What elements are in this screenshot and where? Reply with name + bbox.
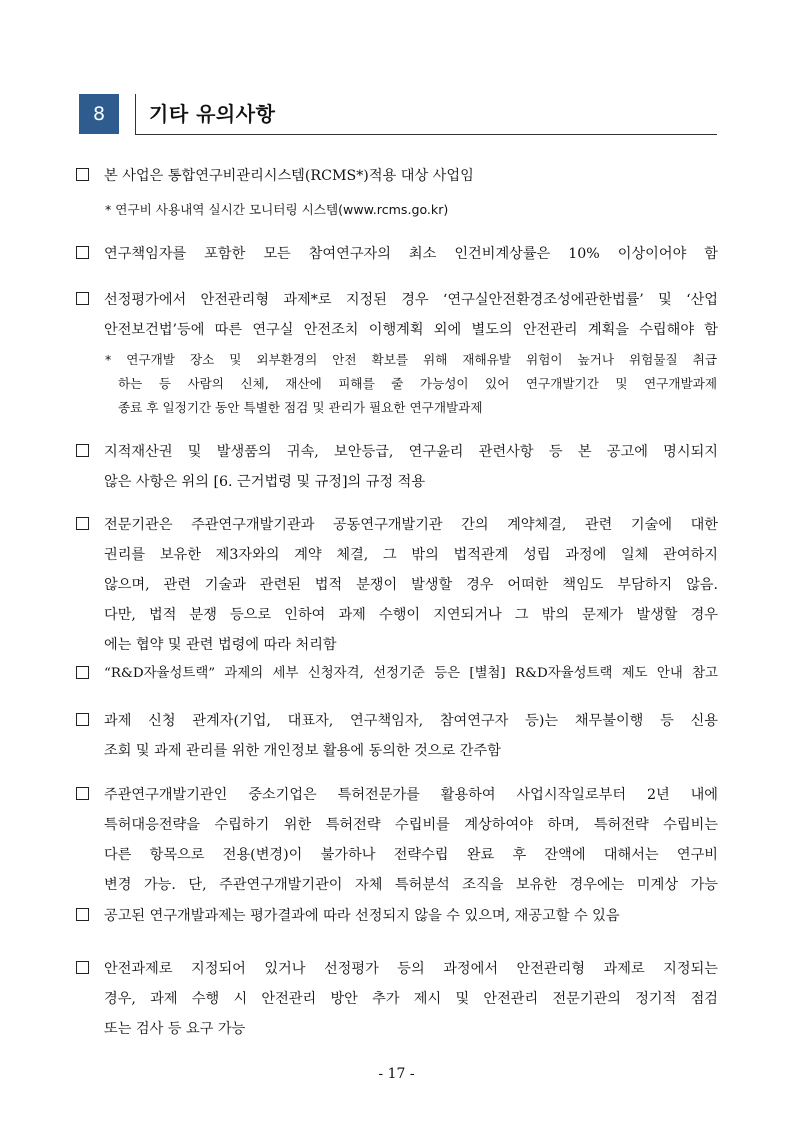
header-divider	[135, 94, 136, 134]
header-underline	[135, 134, 717, 135]
item-line: 주관연구개발기관인 중소기업은 특허전문가를 활용하여 사업시작일로부터 2년 내에	[104, 787, 718, 803]
item-line: 권리를 보유한 제3자와의 계약 체결, 그 밖의 법적관계 성립 과정에 일체 관여하지	[104, 547, 718, 563]
note-line: * 연구비 사용내역 실시간 모니터링 시스템(www.rcms.go.kr)	[105, 202, 449, 217]
list-item	[76, 901, 718, 931]
item-line: 과제 신청 관계자(기업, 대표자, 연구책임자, 참여연구자 등)는 채무불이행 등 신용	[104, 713, 718, 729]
list-item	[76, 285, 718, 345]
list-item	[76, 780, 718, 900]
checkbox-icon	[76, 666, 89, 679]
checkbox-icon	[76, 168, 89, 181]
item-line: 선정평가에서 안전관리형 과제*로 지정된 경우 ‘연구실안전환경조성에관한법률’ 및 ‘산업	[104, 292, 718, 308]
list-item	[76, 161, 718, 191]
list-item	[76, 659, 718, 689]
item-line: 다른 항목으로 전용(변경)이 불가하나 전략수립 완료 후 잔액에 대해서는 연구비	[104, 847, 718, 863]
section-title: 기타 유의사항	[149, 102, 276, 126]
list-item	[76, 954, 718, 1044]
note-line: 종료 후 일정기간 동안 특별한 점검 및 관리가 필요한 연구개발과제	[118, 400, 483, 415]
footnote-safety	[105, 348, 717, 420]
list-item	[76, 706, 718, 766]
list-item	[76, 437, 718, 497]
section-number-badge: 8	[79, 94, 119, 134]
item-line: 않으며, 관련 기술과 관련된 법적 분쟁이 발생할 경우 어떠한 책임도 부담하지 않음.	[104, 577, 718, 593]
section-header	[79, 94, 717, 136]
item-line: 조회 및 과제 관리를 위한 개인정보 활용에 동의한 것으로 간주함	[104, 743, 501, 759]
item-line: 안전과제로 지정되어 있거나 선정평가 등의 과정에서 안전관리형 과제로 지정되는	[104, 961, 718, 977]
item-line: 또는 검사 등 요구 가능	[104, 1021, 246, 1037]
item-line: “R&D자율성트랙” 과제의 세부 신청자격, 선정기준 등은 [별첨] R&D자율성트랙 제도 안내 참고	[104, 666, 718, 681]
item-line: 변경 가능. 단, 주관연구개발기관이 자체 특허분석 조직을 보유한 경우에는 미계상 가능	[104, 877, 718, 893]
footnote-rcms	[105, 198, 717, 222]
checkbox-icon	[76, 292, 89, 305]
page-number: - 17 -	[378, 1066, 415, 1082]
checkbox-icon	[76, 787, 89, 800]
note-line: 하는 등 사람의 신체, 재산에 피해를 줄 가능성이 있어 연구개발기간 및 연구개발과제	[118, 376, 717, 391]
item-line: 경우, 과제 수행 시 안전관리 방안 추가 제시 및 안전관리 전문기관의 정기적 점검	[104, 991, 718, 1007]
list-item	[76, 510, 718, 660]
checkbox-icon	[76, 517, 89, 530]
item-line: 특허대응전략을 수립하기 위한 특허전략 수립비를 계상하여야 하며, 특허전략 수립비는	[104, 817, 718, 833]
item-line: 않은 사항은 위의 [6. 근거법령 및 규정]의 규정 적용	[104, 474, 426, 490]
checkbox-icon	[76, 444, 89, 457]
item-line: 연구책임자를 포함한 모든 참여연구자의 최소 인건비계상률은 10% 이상이어야 함	[104, 246, 718, 262]
checkbox-icon	[76, 908, 89, 921]
item-line: 에는 협약 및 관련 법령에 따라 처리함	[104, 637, 337, 653]
item-line: 공고된 연구개발과제는 평가결과에 따라 선정되지 않을 수 있으며, 재공고할 수 있음	[104, 908, 620, 924]
item-line: 다만, 법적 분쟁 등으로 인하여 과제 수행이 지연되거나 그 밖의 문제가 발생할 경우	[104, 607, 718, 623]
item-line: 본 사업은 통합연구비관리시스템(RCMS*)적용 대상 사업임	[104, 168, 474, 184]
checkbox-icon	[76, 713, 89, 726]
item-line: 지적재산권 및 발생품의 귀속, 보안등급, 연구윤리 관련사항 등 본 공고에 명시되지	[104, 444, 718, 460]
list-item	[76, 239, 718, 269]
item-line: 안전보건법’등에 따른 연구실 안전조치 이행계획 외에 별도의 안전관리 계획을 수립해야 함	[104, 322, 718, 338]
note-line: * 연구개발 장소 및 외부환경의 안전 확보를 위해 재해유발 위험이 높거나 위험물질 취급	[105, 352, 717, 367]
item-line: 전문기관은 주관연구개발기관과 공동연구개발기관 간의 계약체결, 관련 기술에 대한	[104, 517, 718, 533]
checkbox-icon	[76, 246, 89, 259]
checkbox-icon	[76, 961, 89, 974]
